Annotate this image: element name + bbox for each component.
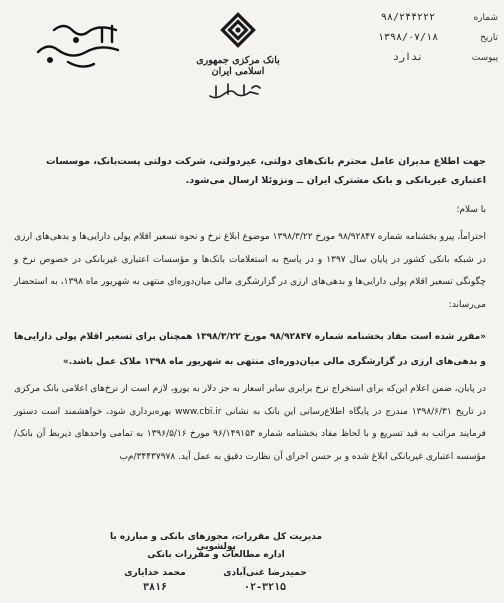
date-row — [358, 28, 498, 48]
number-value: ۹۸/۲۴۴۲۲۲ — [380, 12, 436, 23]
signer-1 — [220, 568, 310, 593]
paragraph-3: در پایان، ضمن اعلام این‌که برای استخراج نرخ برابری سایر اسعار به جز دلار به یورو، لازم است از نرخ‌های اعلامی بانک مرکزی در تاریخ ۱۳۹۸/۶/۳۱ مندرج در پایگاه اطلاع‌رسانی این بانک به نشانی www.cbi.ir بهره‌برداری شود، خواهشمند است دستور فرمایند مراتب به قید تسریع و با لحاظ مفاد بخشنامه شماره ۹۶/۱۴۹۱۵۳ مورخ ۱۳۹۶/۵/۱۶ به تمامی واحدهای ذیربط آن بانک/مؤسسه اعتباری غیربانکی ابلاغ شده و بر حسن اجرای آن نظارت دقیق به عمل آید. ۳۴۴۳۷۹۷۸/م‌ب — [14, 384, 486, 462]
signer-1-code: ۰۲-۳۲۱۵ — [243, 582, 287, 593]
letter-subject: جهت اطلاع مدیران عامل محترم بانک‌های دولتی، غیردولتی، شرکت دولتی پست‌بانک، موسسات اعتباری غیربانکی و بانک مشترک ایران ــ ونزوئلا ارسال می‌شود. — [46, 156, 486, 186]
attachment-value: ندارد — [392, 52, 424, 63]
date-label: تاریخ — [480, 33, 498, 43]
department-title: مدیریت کل مقررات، مجوزهای بانکی و مبارزه با پولشویی — [109, 532, 323, 552]
bismillah-calligraphy — [206, 78, 266, 104]
date-value: ۱۳۹۸/۰۷/۱۸ — [377, 32, 439, 43]
letter-meta — [358, 8, 498, 68]
greeting: با سلام؛ — [456, 205, 486, 215]
bank-name: بانک مرکزی جمهوری اسلامی ایران — [196, 55, 280, 77]
signer-2-code: ۳۸۱۶ — [142, 582, 168, 593]
signer-1-name: حمیدرضا غنی‌آبادی — [223, 568, 307, 578]
bank-logo-block — [188, 10, 288, 77]
bank-logo-icon — [218, 10, 258, 50]
slogan-calligraphy — [28, 20, 124, 74]
number-label: شماره — [473, 13, 498, 23]
number-row — [358, 8, 498, 28]
slogan-logo — [28, 20, 124, 74]
signer-2-name: محمد خدایاری — [124, 568, 186, 578]
signer-2 — [110, 568, 200, 593]
paragraph-2: «مقرر شده است مفاد بخشنامه شماره ۹۸/۹۲۸۴۷ مورخ ۱۳۹۸/۳/۲۲ همچنان برای تسعیر اقلام پولی دارایی‌ها و بدهی‌های ارزی در گزارشگری مالی میان‌دوره‌ای منتهی به شهریور ماه ۱۳۹۸ ملاک عمل باشد.» — [14, 332, 486, 367]
attachment-row — [358, 48, 498, 68]
office-title: اداره مطالعات و مقررات بانکی — [147, 550, 285, 560]
paragraph-1: احتراماً، پیرو بخشنامه شماره ۹۸/۹۲۸۴۷ مورخ ۱۳۹۸/۳/۲۲ موضوع ابلاغ نرخ و نحوه تسعیر اقلام پولی دارایی‌ها و بدهی‌های ارزی در شبکه بانکی کشور در پایان سال ۱۳۹۷ و در پاسخ به استعلامات بانک‌ها و مؤسسات اعتباری غیربانکی در خصوص نرخ و چگونگی تسعیر اقلام پولی دارایی‌ها و بدهی‌های ارزی در گزارشگری مالی میان‌دوره‌ای منتهی به شهریور ماه ۱۳۹۸، به استحضار می‌رساند: — [14, 232, 487, 310]
attachment-label: پیوست — [471, 53, 498, 63]
